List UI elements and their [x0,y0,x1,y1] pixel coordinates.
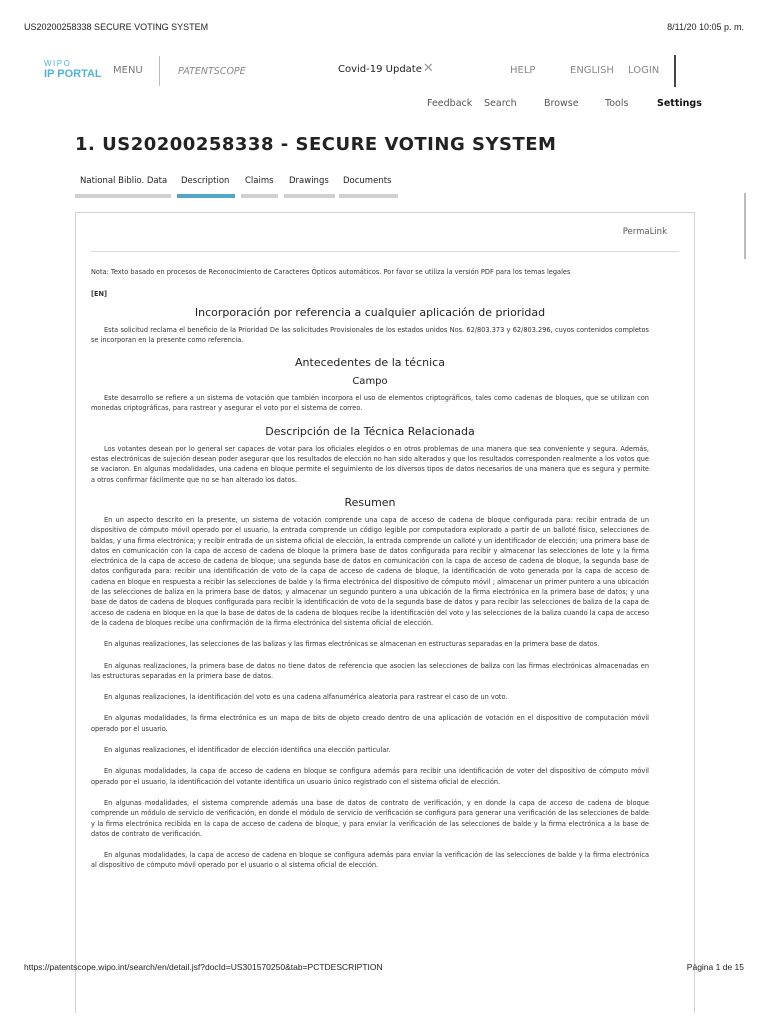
description-text [91,267,649,882]
tools-link[interactable]: Tools [605,98,629,109]
description-panel [75,212,695,1013]
page-title: 1. US20200258338 - SECURE VOTING SYSTEM [75,134,557,155]
field-heading: Campo [352,376,388,388]
patentscope-link[interactable]: PATENTSCOPE [178,66,246,77]
tab-claims[interactable]: Claims [245,176,274,186]
tab-indicator [241,194,278,198]
field-paragraph: Este desarrollo se refiere a un sistema de votación que también incorpora el uso de elementos criptográficos, tales como cadenas de bloques, que se utilizan con monedas criptográficas, para rastrear y asegurar el voto por el sistema de correo. [91,394,649,413]
incorporation-paragraph: Esta solicitud reclama el beneficio de la Prioridad De las solicitudes Provisionales de los estados unidos Nos. 62/803.373 y 62/803.296, cuyos contenidos completos se incorporan en la presente como referencia. [91,325,649,344]
logo-ip-portal-text: IP PORTAL [44,68,102,80]
tab-indicator [339,194,398,198]
incorporation-heading: Incorporación por referencia a cualquier aplicación de prioridad [194,305,546,319]
summary-paragraph: En algunas realizaciones, la identificación del voto es una cadena alfanumérica aleatoria para rastrear el caso de un voto. [104,693,508,702]
ocr-note: Nota: Texto basado en procesos de Reconocimiento de Caracteres Ópticos automáticos. Por favor se utiliza la versión PDF para los temas legales [91,268,571,276]
summary-paragraph: En algunas modalidades, la capa de acceso de cadena en bloque se configura además para enviar la verificación de las selecciones de balde y la firma electrónica al dispositivo de cómputo móvil operado por el usuario o al sistema oficial de elección. [91,851,649,870]
settings-link[interactable]: Settings [657,98,702,109]
language-selector[interactable]: ENGLISH [570,65,614,76]
document-tabs [0,176,768,202]
summary-paragraph: En algunas modalidades, la capa de acceso de cadena en bloque se configura además para recibir una identificación de voter del dispositivo de cómputo móvil operado por el usuario, la identificación del votante identifica un usuario único registrado con el sistema oficial de elección. [91,767,649,786]
covid-update-label: Covid-19 Update [338,64,422,75]
covid-update-banner[interactable] [338,61,434,76]
logo-wipo-text: WIPO [44,59,72,68]
print-header-datetime: 8/11/20 10:05 p. m. [667,22,744,32]
scrollbar-thumb[interactable] [744,193,746,259]
browse-link[interactable]: Browse [544,98,579,109]
nav-divider-right [674,55,676,87]
language-tag: [EN] [91,290,108,299]
search-link[interactable]: Search [484,98,517,109]
summary-heading: Resumen [344,495,396,509]
footer-page-number: Página 1 de 15 [686,962,744,972]
tab-indicator [284,194,335,198]
background-heading: Antecedentes de la técnica [295,356,445,370]
footer-url: https://patentscope.wipo.int/search/en/detail.jsf?docId=US301570250&tab=PCTDESCRIPTION [24,962,383,972]
tab-national-biblio-data[interactable]: National Biblio. Data [80,176,168,186]
print-header-title: US20200258338 SECURE VOTING SYSTEM [24,22,209,32]
related-art-heading: Descripción de la Técnica Relacionada [265,424,475,438]
feedback-link[interactable]: Feedback [427,98,473,109]
divider [91,251,679,252]
tab-indicator-active [177,194,235,198]
nav-divider [159,56,160,86]
tab-drawings[interactable]: Drawings [289,176,329,186]
close-icon[interactable]: ✕ [422,61,434,76]
tab-indicator [75,194,171,198]
wipo-ip-portal-logo[interactable] [44,60,102,81]
summary-paragraph: En algunas modalidades, el sistema comprende además una base de datos de contrato de verificación, y en donde la capa de acceso de cadena de bloque comprende un módulo de servicio de verificación, en donde el módulo de servicio de verificación se configura para generar una verificación de las selecciones de balde y la firma electrónica recibida en la capa de acceso de cadena de bloque, y para enviar la verificación de las selecciones de balde y la firma electrónica a la base de datos de contrato de verificación. [91,798,649,838]
login-link[interactable]: LOGIN [628,65,660,76]
tab-description[interactable]: Description [181,176,230,186]
menu-button[interactable]: MENU [113,65,143,76]
summary-paragraph: En un aspecto descrito en la presente, un sistema de votación comprende una capa de acceso de cadena de bloque configurada para: recibir entrada de un dispositivo de cómputo móvil operado por el usuario, la entrada comprende un código legible por computadora explorado a partir de un balloté físico, selecciones de baldas, y una firma electrónica; y recibir entrada de un sistema oficial de elección, la entrada comprende un calloté y un identificador de elección; una primera base de datos en comunicación con la capa de acceso de cadena de bloque la primera base de datos configurada para recibir y almacenar las selecciones de lote y la firma electrónica de la capa de acceso de cadena de bloque; una segunda base de datos en comunicación con la capa de acceso de cadena de bloque, la segunda base de datos configurada para: recibir una identificación de voto de la capa de acceso de cadena de bloque, la identificación de voto generada por la capa de acceso de cadena en bloque en respuesta a recibir las selecciones de balde y la firma electrónica del dispositivo de cómputo móvil ; almacenar un primer puntero a una ubicación de las selecciones de baliza en la primera base de datos; y almacenar un segundo puntero a una ubicación de la firma electrónica en la primera base de datos; y una base de datos de cadena de bloques configurada para recibir la identificación de voto de la segunda base de datos y para recibir las selecciones de baliza de la capa de acceso de cadena en bloque en la que la base de datos de la cadena de bloques recibe la identificación del voto y las selecciones de la baliza cuando la capa de acceso de la cadena de bloques recibe una confirmación de la firma electrónica del sistema oficial de elección. [91,515,649,627]
summary-paragraph: En algunas realizaciones, las selecciones de las balizas y las firmas electrónicas se almacenan en estructuras separadas en la primera base de datos. [104,640,600,649]
help-link[interactable]: HELP [510,65,536,76]
tab-documents[interactable]: Documents [343,176,392,186]
summary-paragraph: En algunas realizaciones, la primera base de datos no tiene datos de referencia que asocien las selecciones de baliza con las firmas electrónicas almacenadas en las estructuras separadas en la primera base de datos. [91,661,649,680]
related-art-paragraph: Los votantes desean por lo general ser capaces de votar para los oficiales elegidos o en otros problemas de una manera que sea conveniente y segura. Además, estas electrónicas de sujeción desean poder asegurar que los resultados de elección no han sido alterados y que los resultados corresponden realmente a los votos que se vaciaron. En algunas modalidades, una cadena en bloque permite el seguimiento de los diversos tipos de datos necesarios de una manera que es segura y permite a otros confirmar fácilmente que no se han alterado los datos. [91,444,649,484]
summary-paragraph: En algunas modalidades, la firma electrónica es un mapa de bits de objeto creado dentro de una aplicación de votación en el dispositivo de computación móvil operado por el usuario. [91,714,649,733]
permalink-link[interactable]: PermaLink [622,227,667,237]
top-navigation [44,56,694,88]
summary-paragraph: En algunas realizaciones, el identificador de elección identifica una elección particular. [104,746,391,755]
